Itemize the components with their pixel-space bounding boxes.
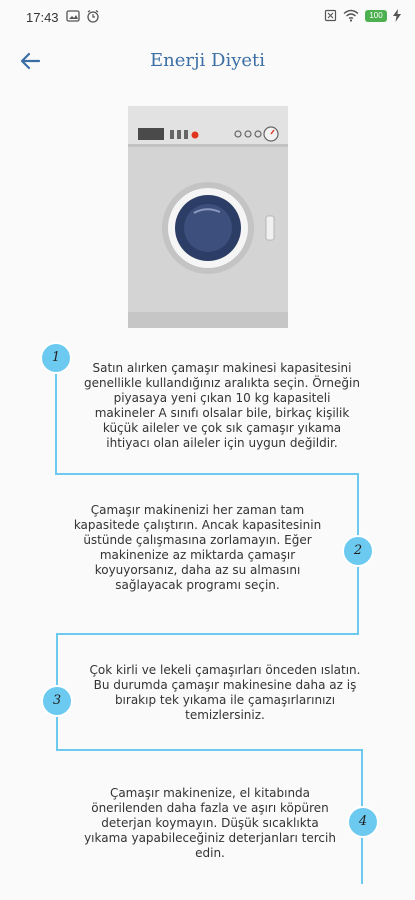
status-right-icons [324, 9, 401, 22]
charging-icon [393, 9, 401, 22]
step-number-4: 4 [347, 806, 379, 838]
alarm-icon [86, 9, 100, 23]
status-bar [0, 0, 415, 34]
image-icon [66, 9, 80, 23]
washing-machine-icon [128, 106, 288, 328]
sim-icon [324, 9, 337, 22]
step-text-2: Çamaşır makinenizi her zaman tam kapasitede çalıştırın. Ancak kapasitesinin üstünde çalışmasına zorlamayın. Eğer makinenize az miktarda çamaşır koyuyorsanız, daha az su almasını sağlayacak programı seçin. [73, 503, 322, 592]
step-text-4: Çamaşır makinenize, el kitabında önerilenden daha fazla ve aşırı köpüren deterjan koymayın. Düşük sıcaklıkta yıkama yapabileceğiniz deterjanları tercih edin. [84, 786, 336, 860]
step-number-2: 2 [342, 535, 374, 567]
page-title: Enerji Diyeti [149, 50, 266, 71]
step-text-3: Çok kirli ve lekeli çamaşırları önceden ıslatın. Bu durumda çamaşır makinesine daha az iş bırakıp tek yıkama ile çamaşırlarınızı temizlersiniz. [89, 663, 361, 722]
step-number-1: 1 [40, 342, 72, 374]
status-time: 17:43 [26, 10, 59, 25]
status-left-icons [66, 9, 100, 23]
wifi-icon [343, 9, 359, 22]
app-bar [0, 38, 415, 84]
step-text-1: Satın alırken çamaşır makinesi kapasitesini genellikle kullandığınız aralıkta seçin. Örneğin piyasaya yeni çıkan 10 kg kapasiteli makineler A sınıfı olsalar bile, birkaç kişilik küçük aileler ve çok sık çamaşır yıkama ihtiyacı olan aileler için uygun değildir. [84, 361, 360, 450]
step-number-3: 3 [41, 685, 73, 717]
battery-icon: 100 [365, 10, 387, 22]
